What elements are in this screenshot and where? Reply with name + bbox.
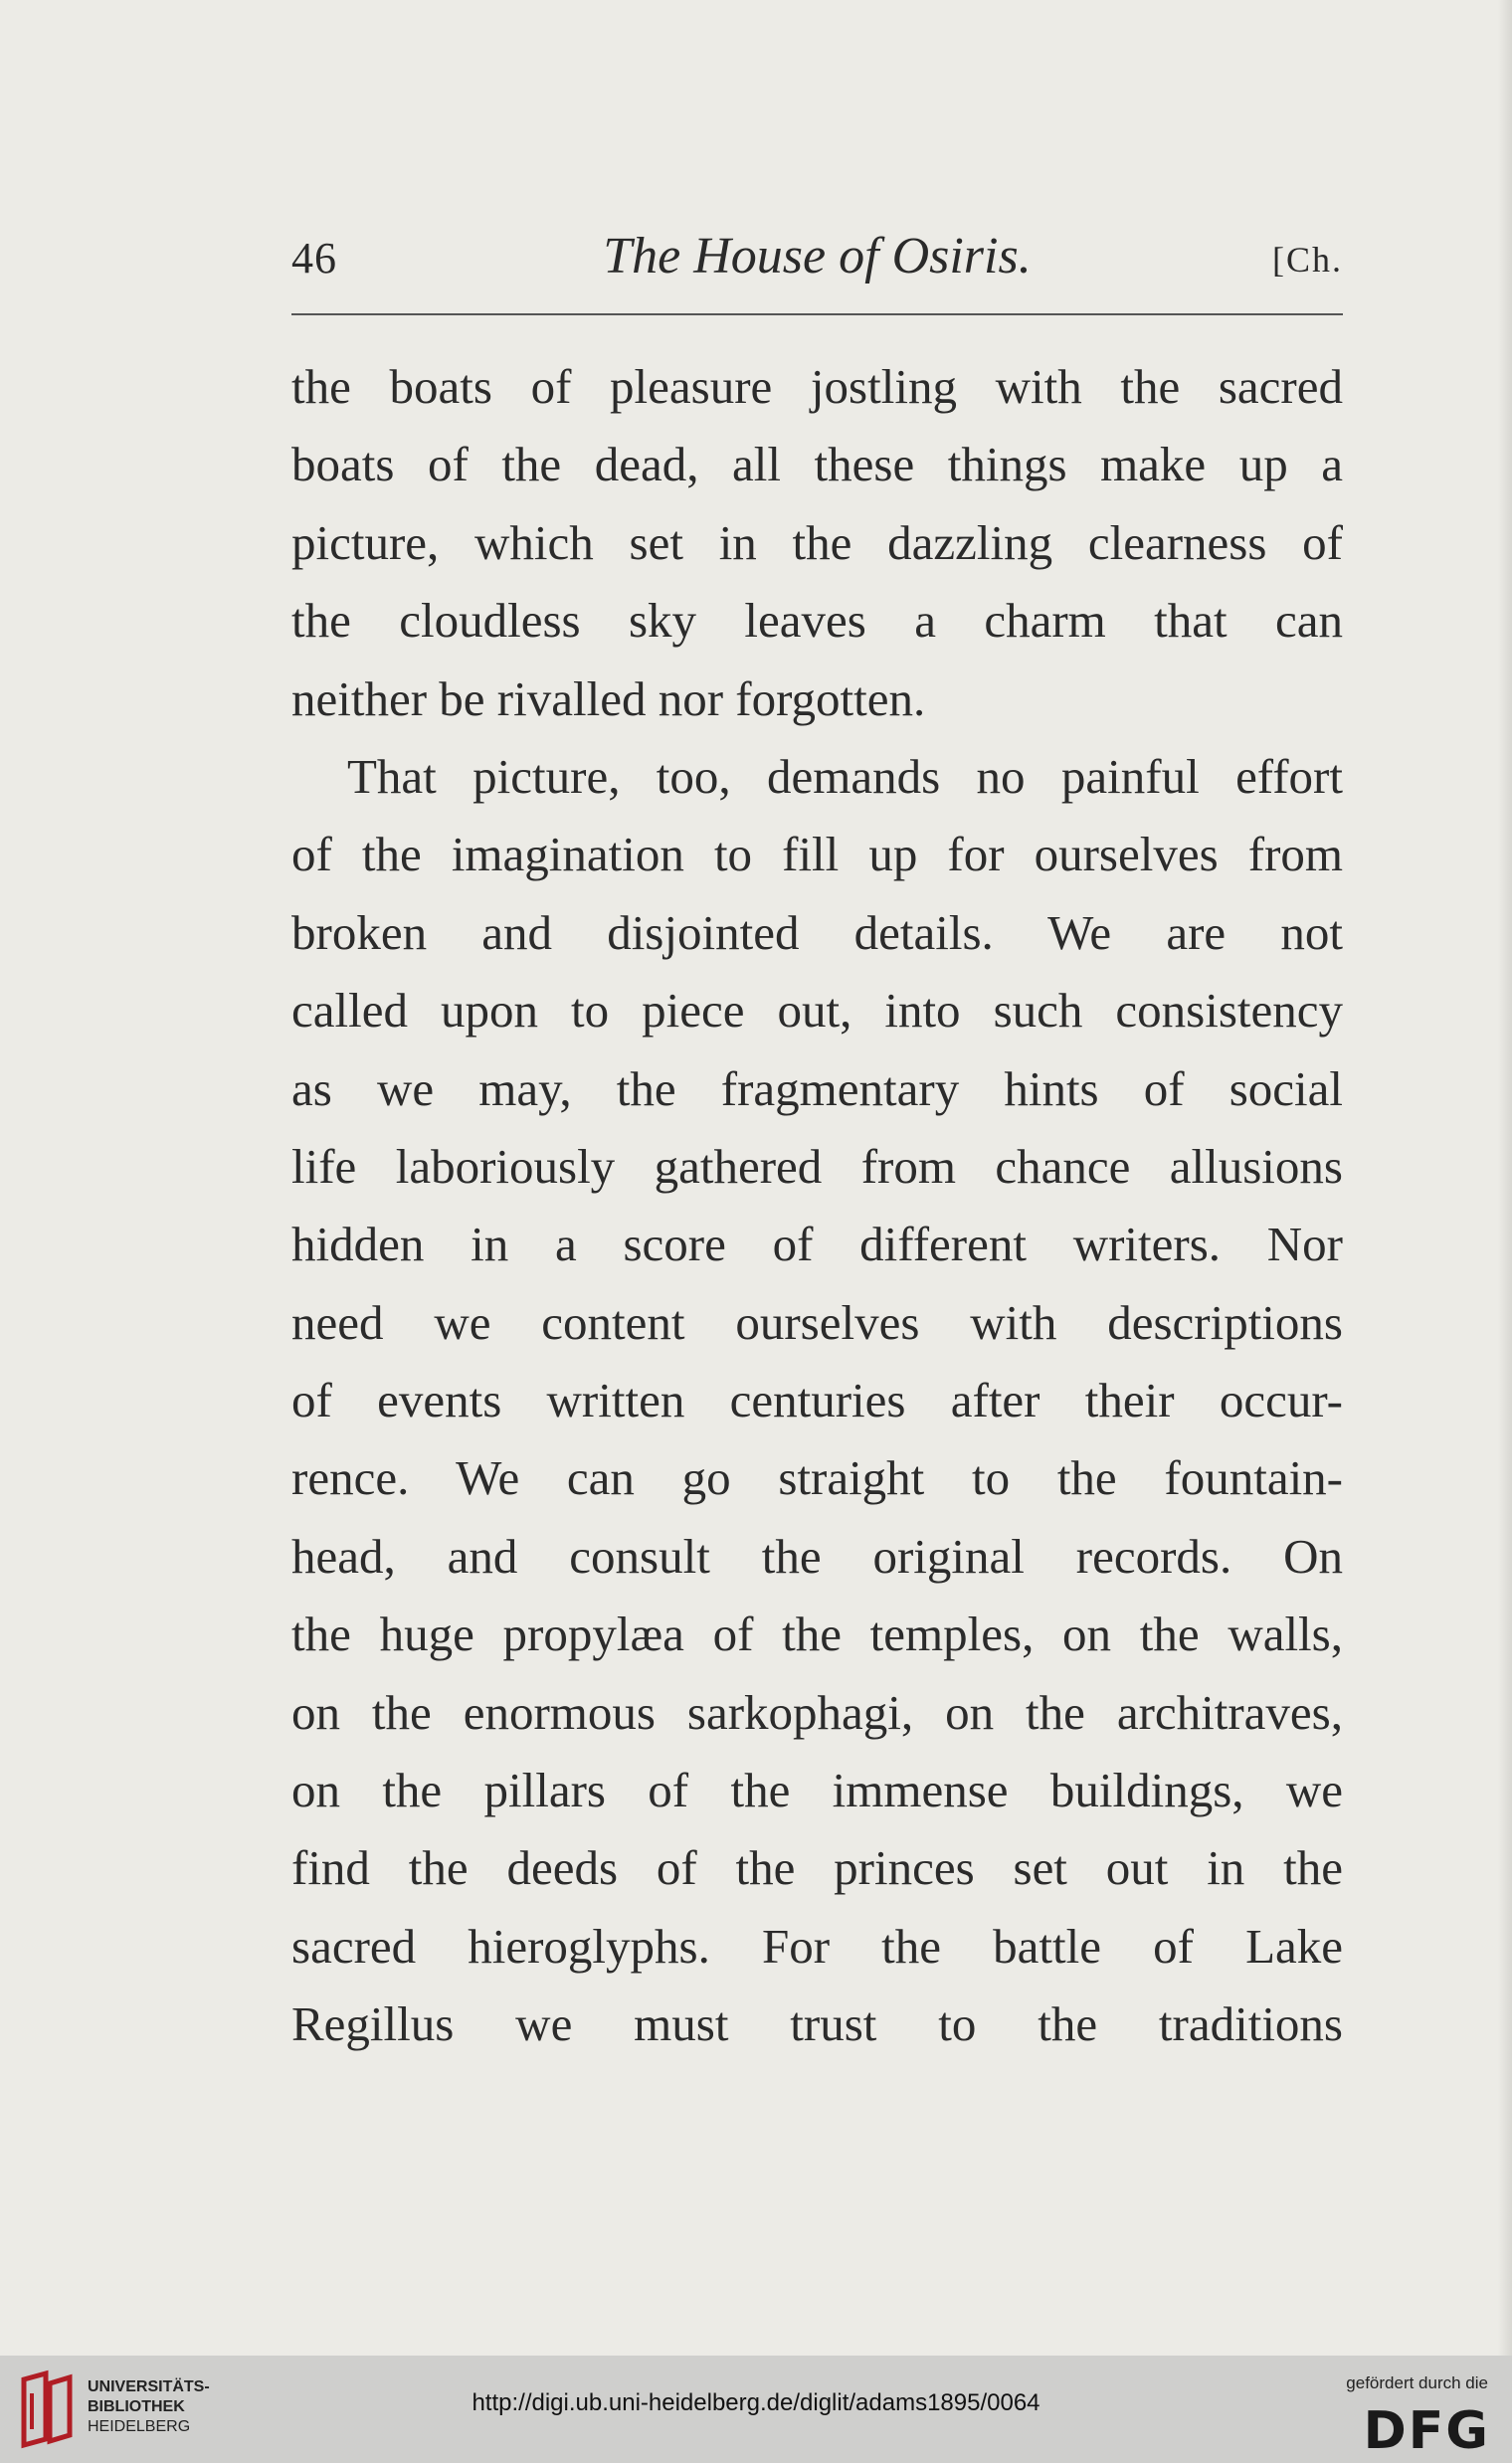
text-line: boats of the dead, all these things make up a bbox=[291, 437, 1343, 492]
digitization-footer bbox=[0, 2356, 1512, 2463]
text-line: on the enormous sarkophagi, on the architraves, bbox=[291, 1684, 1343, 1740]
text-line: hidden in a score of different writers. Nor bbox=[291, 1217, 1343, 1272]
text-line: the boats of pleasure jostling with the sacred bbox=[291, 359, 1343, 414]
header-rule bbox=[291, 313, 1343, 315]
text-line: of the imagination to fill up for ourselves from bbox=[291, 827, 1343, 882]
text-line: rence. We can go straight to the fountain- bbox=[291, 1450, 1343, 1506]
text-line: neither be rivalled nor forgotten. bbox=[291, 670, 926, 726]
text-line: the huge propylæa of the temples, on the walls, bbox=[291, 1607, 1343, 1662]
library-name-line: BIBLIOTHEK bbox=[88, 2398, 185, 2415]
text-line: need we content ourselves with descriptions bbox=[291, 1294, 1343, 1350]
funder-logo: DFG bbox=[1363, 2401, 1490, 2461]
body-text bbox=[291, 348, 1343, 2064]
library-name-line: HEIDELBERG bbox=[88, 2418, 191, 2435]
library-name-line: UNIVERSITÄTS- bbox=[88, 2378, 210, 2395]
text-line: sacred hieroglyphs. For the battle of Lake bbox=[291, 1918, 1343, 1974]
text-line: That picture, too, demands no painful effort bbox=[347, 748, 1343, 804]
running-head bbox=[291, 227, 1343, 306]
page-edge bbox=[1498, 0, 1512, 2356]
text-line: of events written centuries after their occur- bbox=[291, 1373, 1343, 1428]
text-line: head, and consult the original records. On bbox=[291, 1528, 1343, 1584]
text-line: the cloudless sky leaves a charm that can bbox=[291, 593, 1343, 649]
text-line: find the deeds of the princes set out in the bbox=[291, 1840, 1343, 1896]
text-line: life laboriously gathered from chance allusions bbox=[291, 1138, 1343, 1194]
permalink-url[interactable]: http://digi.ub.uni-heidelberg.de/diglit/adams1895/0064 bbox=[472, 2389, 1040, 2416]
text-line: as we may, the fragmentary hints of social bbox=[291, 1060, 1343, 1116]
text-line: Regillus we must trust to the traditions bbox=[291, 1996, 1343, 2052]
text-line: broken and disjointed details. We are not bbox=[291, 904, 1343, 960]
text-line: picture, which set in the dazzling clearness of bbox=[291, 514, 1343, 570]
text-line: called upon to piece out, into such consistency bbox=[291, 983, 1343, 1039]
page-number: 46 bbox=[291, 234, 337, 283]
running-title: The House of Osiris. bbox=[603, 228, 1032, 284]
chapter-mark: [Ch. bbox=[1272, 240, 1343, 280]
funding-note: gefördert durch die bbox=[1346, 2373, 1488, 2392]
text-line: on the pillars of the immense buildings, we bbox=[291, 1763, 1343, 1818]
